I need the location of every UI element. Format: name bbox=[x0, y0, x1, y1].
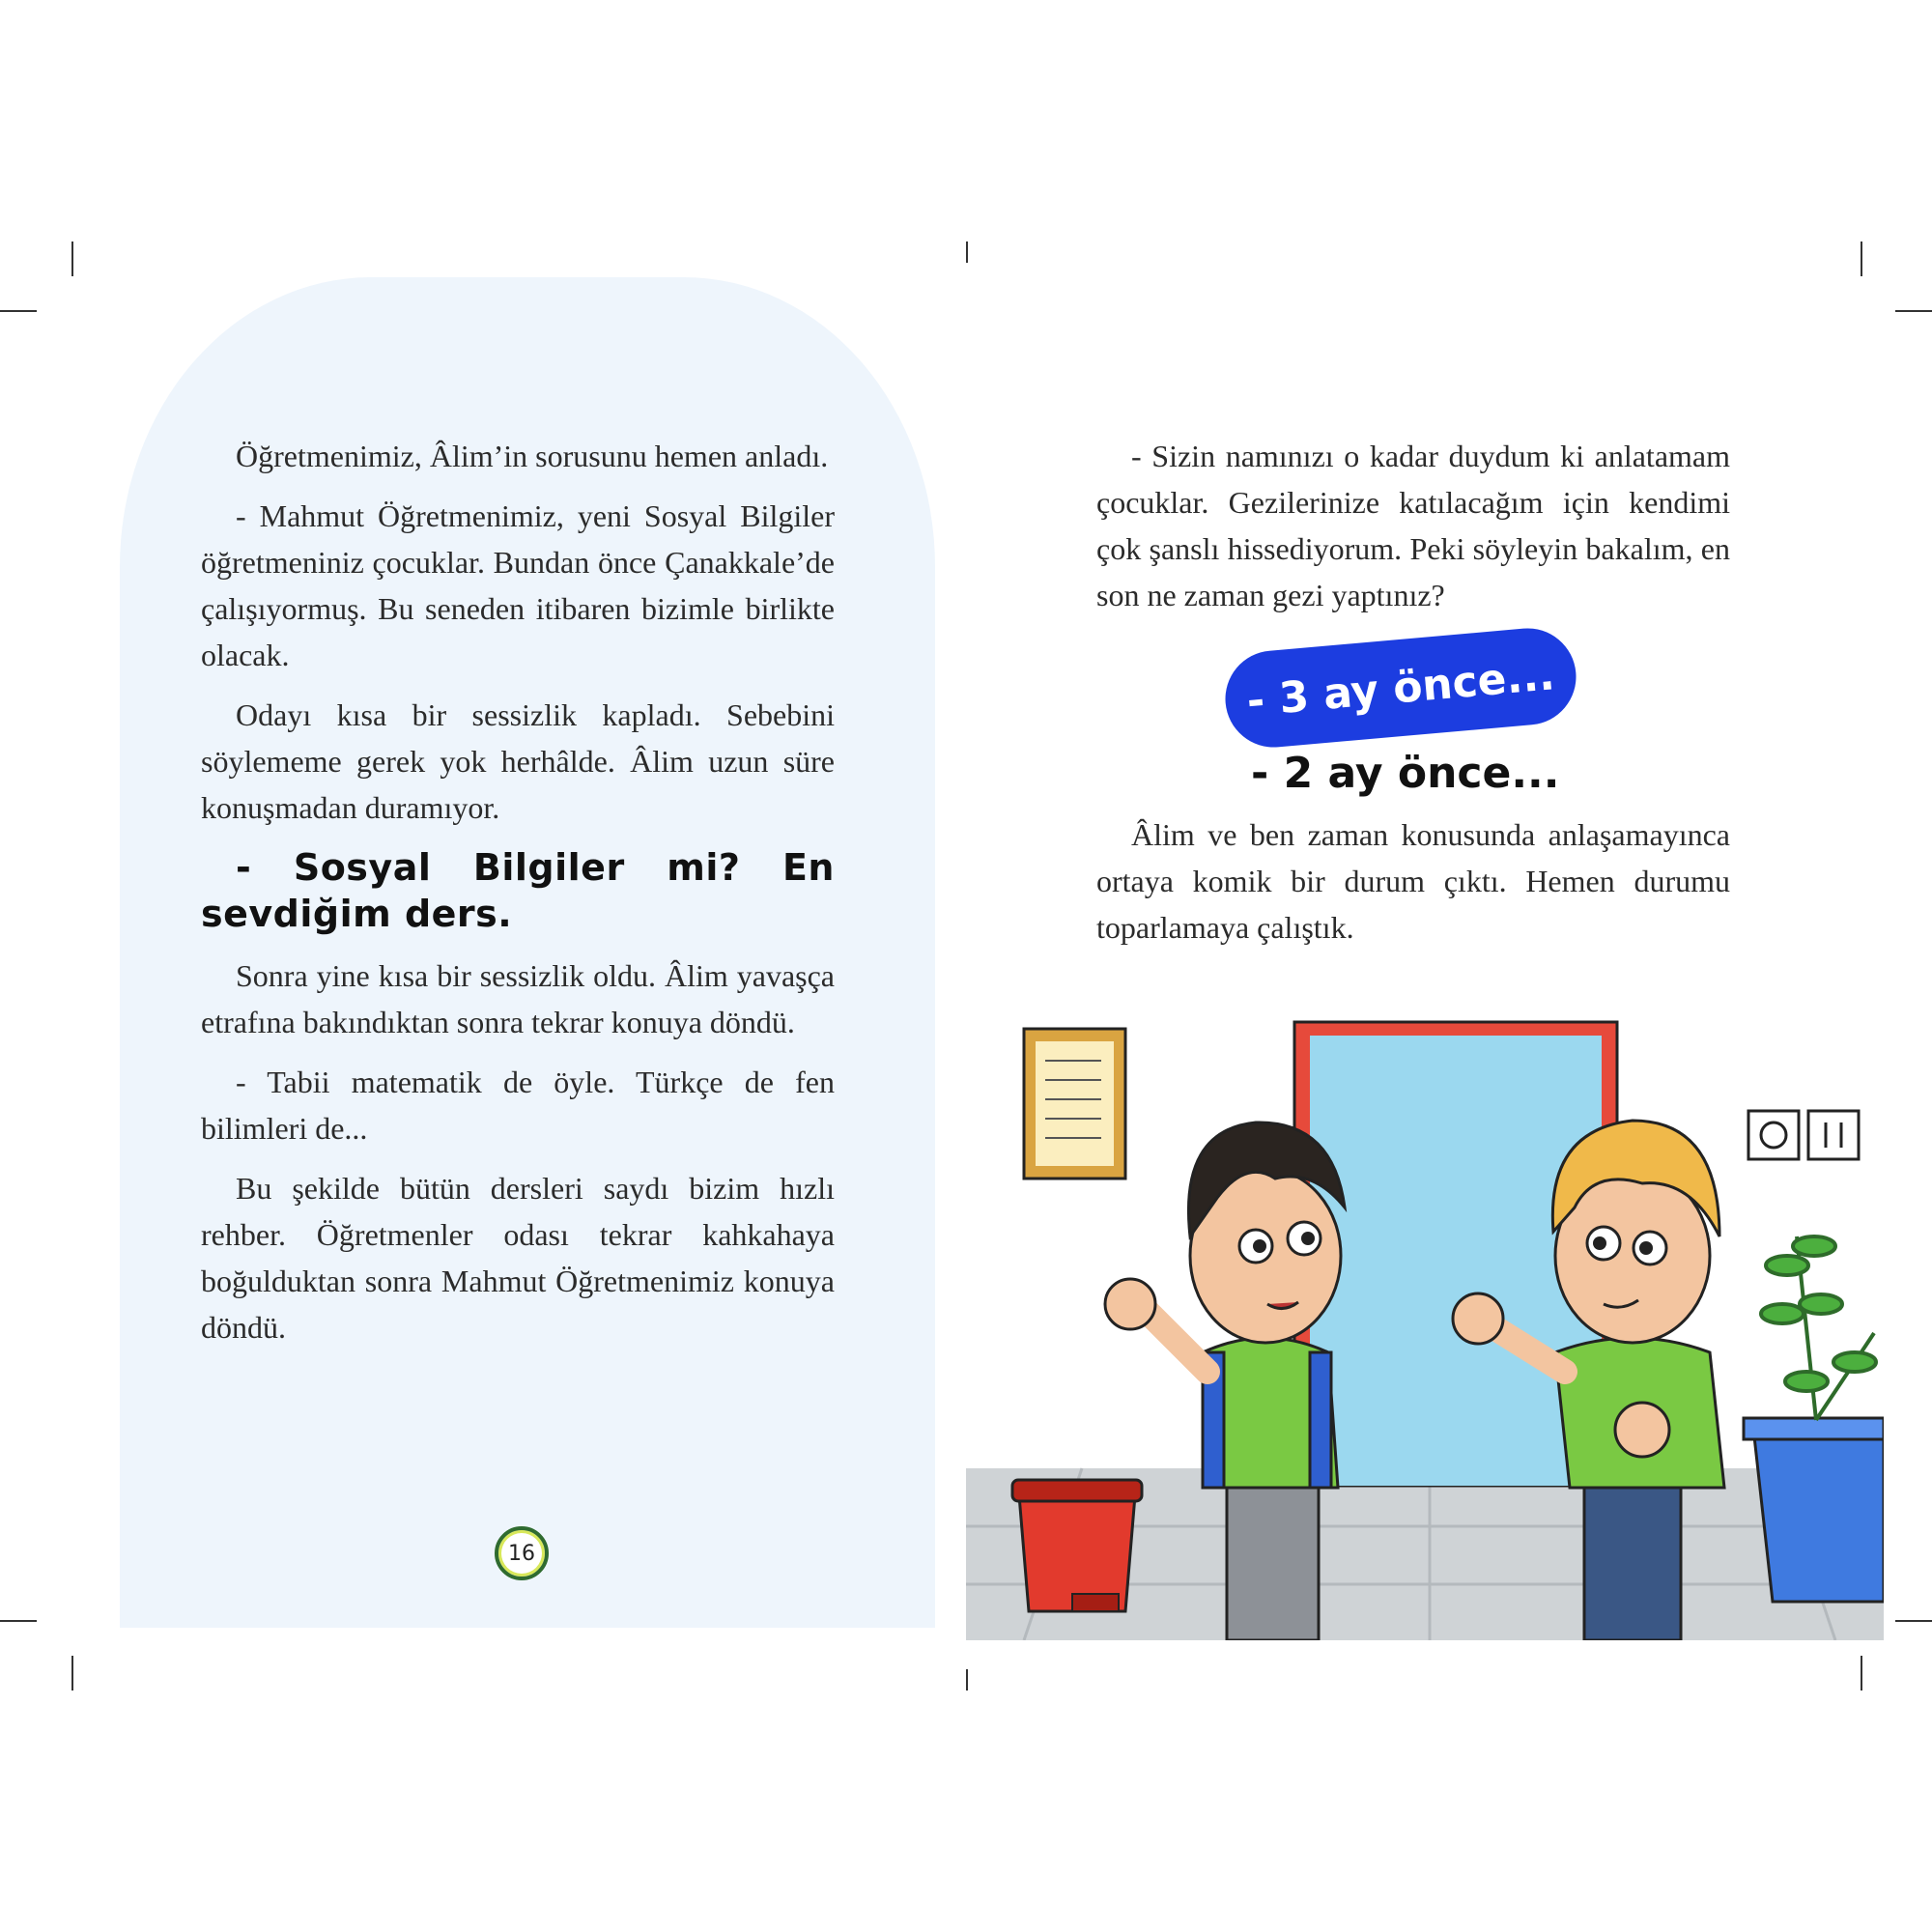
crop-mark bbox=[1861, 1656, 1862, 1690]
right-page-text-top bbox=[1096, 433, 1730, 632]
paragraph: Sonra yine kısa bir sessizlik oldu. Âlim yavaşça etrafına bakındıktan sonra tekrar konuya döndü. bbox=[201, 958, 835, 1039]
paragraph: Odayı kısa bir sessizlik kapladı. Sebebini söylememe gerek yok herhâlde. Âlim uzun süre konuşmadan duramıyor. bbox=[201, 697, 835, 825]
page-number: 16 bbox=[495, 1526, 549, 1580]
speech-bubble bbox=[1221, 624, 1579, 751]
bubble-text: - 3 ay önce... bbox=[1244, 649, 1557, 726]
paragraph: Bu şekilde bütün dersleri saydı bizim hızlı rehber. Öğretmenler odası tekrar kahkahaya boğulduktan sonra Mahmut Öğretmenimiz konuya döndü. bbox=[201, 1171, 835, 1345]
crop-mark bbox=[0, 310, 37, 312]
switch bbox=[1808, 1111, 1859, 1159]
crop-mark bbox=[0, 1620, 37, 1622]
exclamation-text: - Sosyal Bilgiler mi? En sevdiğim ders. bbox=[201, 846, 835, 935]
left-page-text bbox=[201, 433, 835, 1364]
paragraph: - Sizin namınızı o kadar duydum ki anlatamam çocuklar. Gezilerinize katılacağım için kendimi çok şanslı hissediyorum. Peki söyleyin bakalım, en son ne zaman gezi yaptınız? bbox=[1096, 439, 1730, 612]
reply-text: - 2 ay önce... bbox=[1251, 749, 1560, 798]
crop-mark bbox=[966, 1669, 968, 1690]
crop-mark bbox=[1895, 310, 1932, 312]
crop-mark bbox=[1895, 1620, 1932, 1622]
crop-mark bbox=[71, 242, 73, 276]
crop-mark bbox=[966, 242, 968, 263]
crop-mark bbox=[71, 1656, 73, 1690]
paragraph: Âlim ve ben zaman konusunda anlaşamayınca ortaya komik bir durum çıktı. Hemen durumu toparlamaya çalıştık. bbox=[1096, 817, 1730, 945]
right-page-text-bottom bbox=[1096, 811, 1730, 964]
illustration bbox=[966, 1014, 1884, 1640]
socket bbox=[1748, 1111, 1799, 1159]
crop-mark bbox=[1861, 242, 1862, 276]
paragraph: - Tabii matematik de öyle. Türkçe de fen bilimleri de... bbox=[201, 1065, 835, 1146]
paragraph: - Mahmut Öğretmenimiz, yeni Sosyal Bilgiler öğretmeniniz çocuklar. Bundan önce Çanakkale’de çalışıyormuş. Bu seneden itibaren bizimle birlikte olacak. bbox=[201, 498, 835, 672]
plant-pot bbox=[1753, 1428, 1884, 1602]
paragraph: Öğretmenimiz, Âlim’in sorusunu hemen anladı. bbox=[236, 439, 829, 473]
